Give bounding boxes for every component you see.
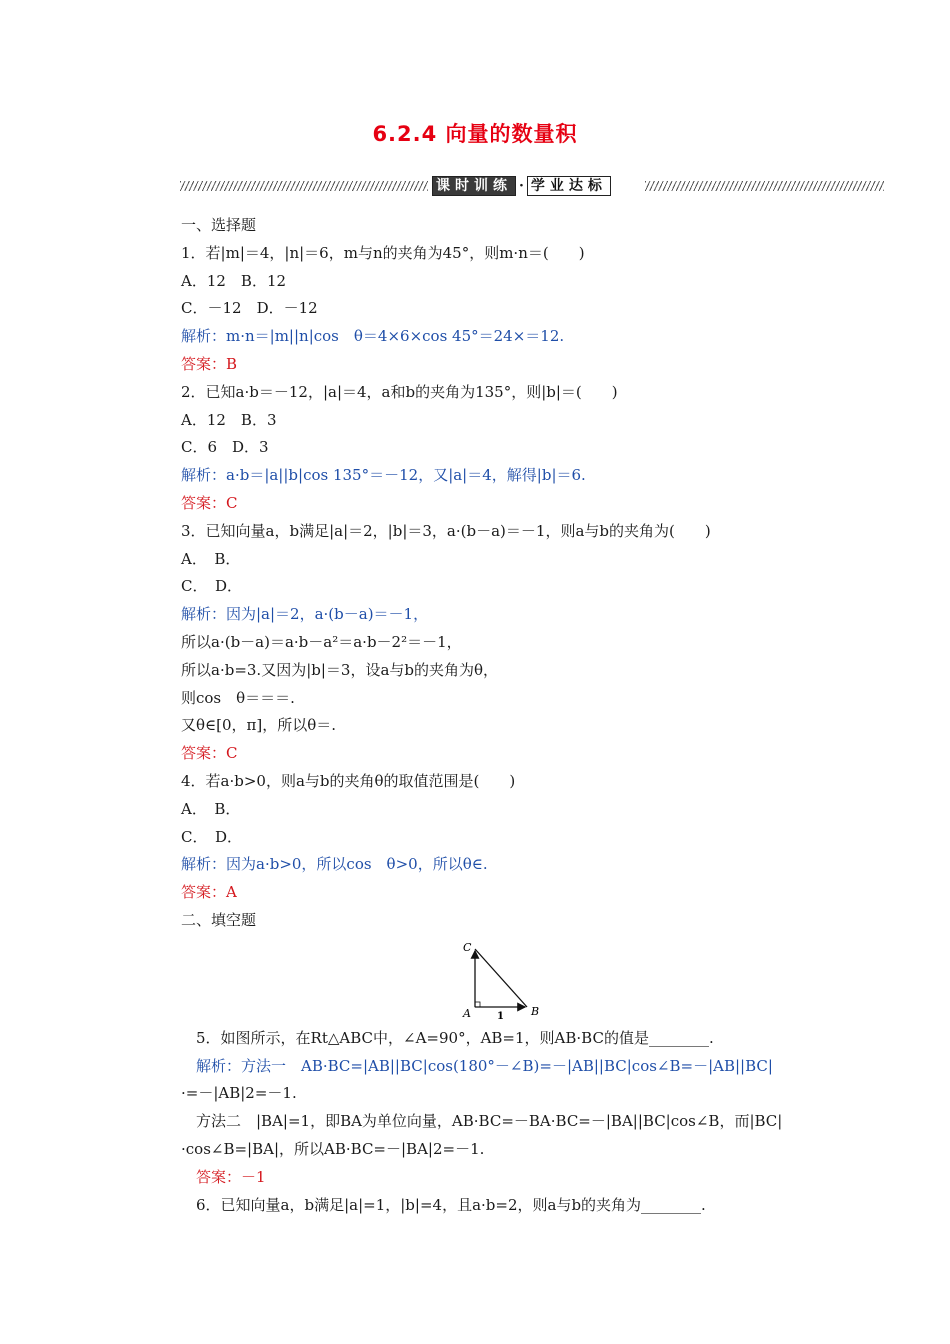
answer-line: 答案：A	[181, 883, 237, 902]
banner-left-label: 课时训练	[432, 176, 516, 196]
analysis-line: 则cos θ＝＝＝.	[181, 688, 295, 707]
analysis-line: 所以a·b=3.又因为|b|＝3，设a与b的夹角为θ，	[181, 660, 499, 679]
banner-separator: ·	[519, 178, 524, 194]
option-line: A． B．	[181, 799, 241, 818]
section-heading: 一、选择题	[181, 216, 257, 234]
question-5: 5．如图所示，在Rt△ABC中，∠A=90°，AB=1，则AB·BC的值是________.	[181, 1028, 714, 1047]
answer-line: 答案：C	[181, 493, 238, 512]
question-3: 3．已知向量a，b满足|a|＝2，|b|＝3，a·(b－a)＝－1，则a与b的夹角为( )	[181, 521, 711, 540]
option-line: A．12 B．12	[181, 271, 287, 290]
analysis-line: 解析：因为|a|＝2，a·(b－a)＝－1，	[181, 605, 429, 624]
option-line: A． B．	[181, 549, 241, 568]
option-line: C．－12 D．－12	[181, 299, 318, 318]
analysis-line: 解析：m·n＝|m||n|cos θ＝4×6×cos 45°＝24×＝12.	[181, 327, 565, 346]
analysis-line: 解析：因为a·b>0，所以cos θ>0，所以θ∈.	[181, 855, 488, 874]
section-banner	[180, 176, 884, 196]
hatch-decoration-right	[645, 181, 884, 191]
triangle-figure	[181, 935, 821, 1025]
right-angle-mark	[475, 1002, 480, 1007]
option-line: C． D．	[181, 577, 243, 596]
hypotenuse-bc	[475, 949, 527, 1007]
vertex-label-b: B	[531, 1004, 540, 1018]
section-heading: 二、填空题	[181, 910, 257, 929]
page-title: 6.2.4 向量的数量积	[372, 122, 578, 146]
hatch-decoration-left	[180, 181, 428, 191]
right-triangle-diagram	[459, 939, 549, 1023]
side-length-label: 1	[497, 1010, 504, 1022]
banner-badge	[432, 176, 611, 196]
question-6: 6．已知向量a，b满足|a|=1，|b|=4，且a·b=2，则a与b的夹角为________.	[181, 1195, 706, 1214]
answer-line: 答案：－1	[181, 1167, 266, 1186]
question-2: 2．已知a·b＝－12，|a|＝4，a和b的夹角为135°，则|b|＝( )	[181, 382, 618, 401]
analysis-line: ·=－|AB|2=－1.	[181, 1084, 297, 1103]
analysis-line: 又θ∈[0，π]，所以θ＝.	[181, 716, 337, 735]
analysis-line: 解析：方法一 AB·BC=|AB||BC|cos(180°－∠B)=－|AB||BC|cos∠B=－|AB||BC|	[181, 1056, 773, 1075]
option-line: C． D．	[181, 827, 243, 846]
vertex-label-a: A	[463, 1006, 471, 1020]
banner-right-label: 学业达标	[527, 176, 611, 196]
answer-line: 答案：C	[181, 744, 238, 763]
option-line: A．12 B．3	[181, 410, 277, 429]
analysis-line: 方法二 |BA|=1，即BA为单位向量，AB·BC=－BA·BC=－|BA||BC|cos∠B，而|BC|	[181, 1112, 783, 1131]
document-body	[181, 212, 821, 1219]
question-1: 1．若|m|＝4，|n|＝6，m与n的夹角为45°，则m·n＝( )	[181, 243, 585, 262]
answer-line: 答案：B	[181, 354, 238, 373]
option-line: C．6 D．3	[181, 438, 269, 457]
vertex-label-c: C	[463, 940, 472, 954]
question-4: 4．若a·b>0，则a与b的夹角θ的取值范围是( )	[181, 771, 516, 790]
analysis-line: ·cos∠B=|BA|，所以AB·BC=－|BA|2=－1.	[181, 1139, 485, 1158]
analysis-line: 解析：a·b＝|a||b|cos 135°＝－12，又|a|＝4，解得|b|＝6.	[181, 466, 586, 485]
analysis-line: 所以a·(b－a)＝a·b－a²＝a·b－2²＝－1，	[181, 632, 462, 651]
